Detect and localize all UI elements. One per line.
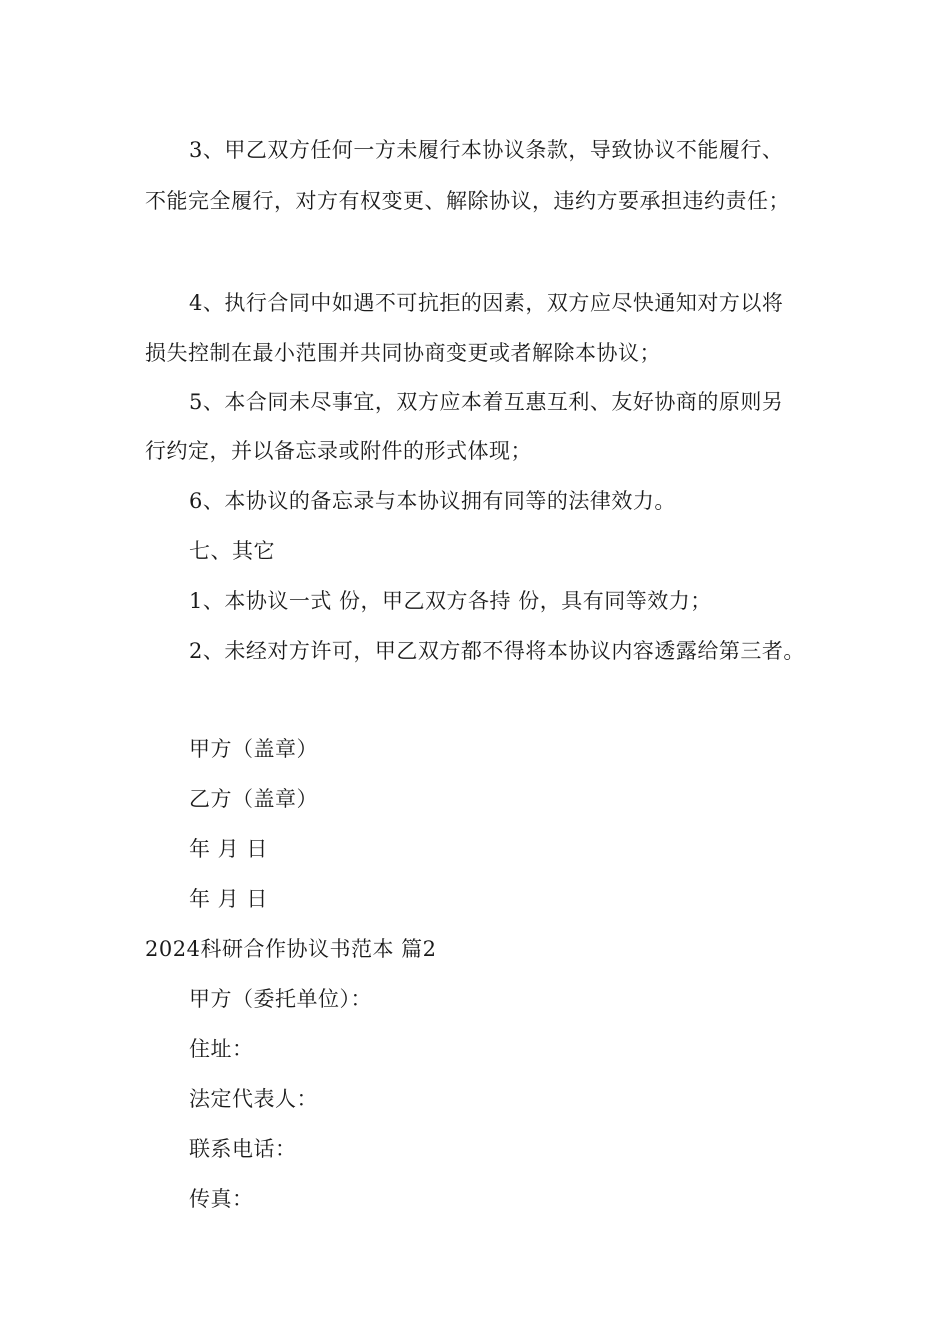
section-7-item-2: 2、未经对方许可，甲乙双方都不得将本协议内容透露给第三者。 <box>189 639 805 663</box>
clause-5-line-1: 5、本合同未尽事宜，双方应本着互惠互利、友好协商的原则另 <box>189 390 784 414</box>
clause-3-line-2: 不能完全履行，对方有权变更、解除协议，违约方要承担违约责任； <box>145 189 790 213</box>
phone-label: 联系电话： <box>189 1137 297 1161</box>
fax-label: 传真： <box>189 1187 254 1211</box>
date-line-a: 年 月 日 <box>189 837 268 861</box>
clause-5-line-2: 行约定，并以备忘录或附件的形式体现； <box>145 439 532 463</box>
clause-4-line-2: 损失控制在最小范围并共同协商变更或者解除本协议； <box>145 341 661 365</box>
clause-4-line-1: 4、执行合同中如遇不可抗拒的因素，双方应尽快通知对方以将 <box>189 291 784 315</box>
party-a-client-label: 甲方（委托单位）： <box>189 987 372 1011</box>
address-label: 住址： <box>189 1037 254 1061</box>
date-line-b: 年 月 日 <box>189 887 268 911</box>
party-b-seal: 乙方（盖章） <box>189 787 318 811</box>
section-2-title: 2024科研合作协议书范本 篇2 <box>145 937 437 961</box>
party-a-seal: 甲方（盖章） <box>189 737 318 761</box>
clause-6: 6、本协议的备忘录与本协议拥有同等的法律效力。 <box>189 489 676 513</box>
section-7-heading: 七、其它 <box>189 539 275 563</box>
section-7-item-1: 1、本协议一式 份，甲乙双方各持 份，具有同等效力； <box>189 589 712 613</box>
clause-3-line-1: 3、甲乙双方任何一方未履行本协议条款，导致协议不能履行、 <box>189 138 784 162</box>
legal-rep-label: 法定代表人： <box>189 1087 318 1111</box>
